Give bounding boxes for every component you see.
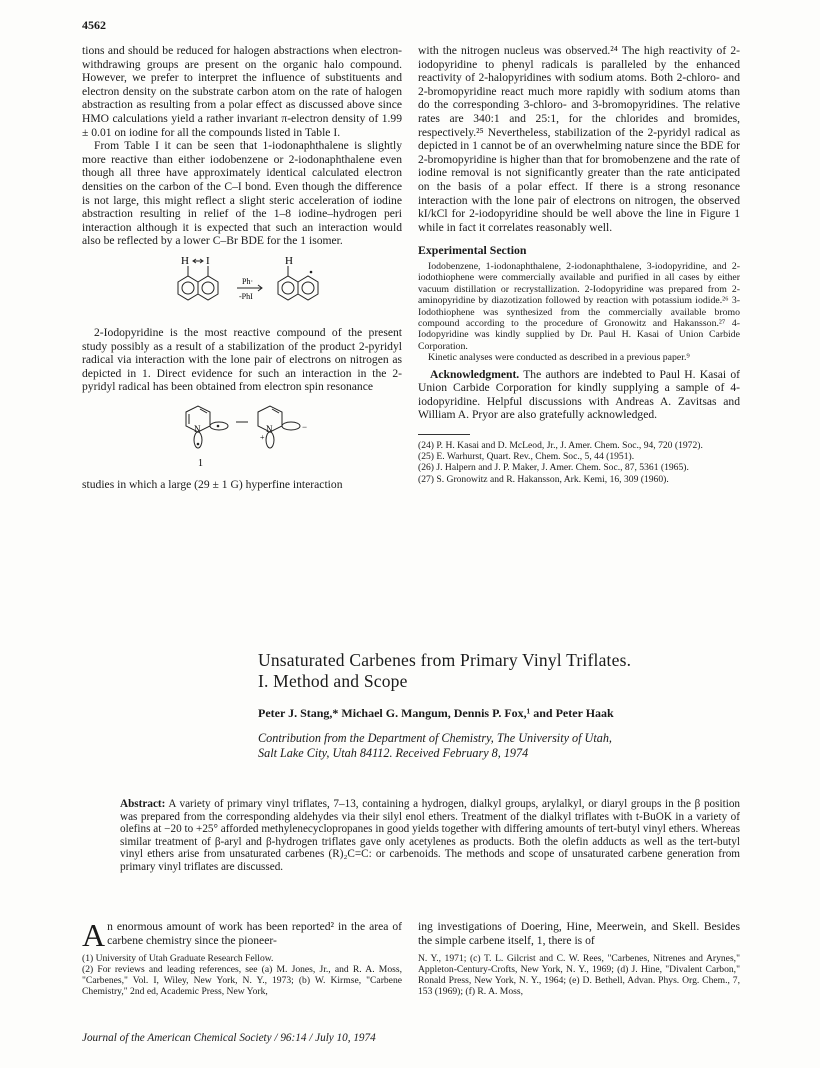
structure-n-label: N [194,423,201,434]
scheme-h-label: H [181,254,189,267]
experimental-section [418,261,740,364]
abstract-label: Abstract: [120,798,166,810]
scheme-byproduct-label: -PhI [239,291,253,301]
structure-number-label: 1 [198,457,203,469]
experimental-heading: Experimental Section [418,243,527,258]
reference-item: (24) P. H. Kasai and D. McLeod, Jr., J. Amer. Chem. Soc., 94, 720 (1972). [418,439,703,451]
reference-item: (27) S. Gronowitz and R. Hakansson, Ark. Kemi, 16, 309 (1960). [418,473,669,485]
left-paragraph-3: 2-Iodopyridine is the most reactive compound of the present study possibly as a result of a stabilization of the product 2-pyridyl radical via interaction with the lone pair of electrons on nitrogen as depicted in 1. Direct evidence for such an interaction in the 2-pyridyl radical has been obtained from electron spin resonance [82,325,402,394]
experimental-paragraph-1: Iodobenzene, 1-iodonaphthalene, 2-iodonaphthalene, 3-iodopyridine, and 2-iodothiophene were commercially available and purified in all cases by either vacuum distillation or recrystallization. 2-Iodopyridine was prepared from 2-aminopyridine by diazotization followed by reaction with potassium iodide.²⁶ 3-Iodothiophene was synthesized from the commercially available bromo compound according to the procedure of Gronowitz and Hakansson.²⁷ 4-Iodopyridine was kindly supplied by Dr. Paul H. Kasai of Union Carbide Corporation. [418,260,740,352]
footnote-item: (1) University of Utah Graduate Research Fellow. [82,953,274,965]
article-header [258,650,738,761]
footnote-item: (2) For reviews and leading references, see (a) M. Jones, Jr., and R. A. Moss, "Carbenes," Vol. I, Wiley, New York, N. Y., 1973; (b) W. Kirmse, "Carbene Chemistry," 2nd ed, Academic Press, New York, [82,964,402,998]
left-paragraph-1: tions and should be reduced for halogen abstractions when electron-withdrawing groups are present on the organic halo compound. However, we prefer to interpret the influence of substituents and electron density on the substrate carbon atom on the rate of halogen abstraction as resulting from a polar effect as discussed above since HMO calculations yield a rather invariant π-electron density of 1.99 ± 0.01 on iodine for all the compounds listed in Table I. [82,44,402,139]
article-affiliation-line-2: Salt Lake City, Utah 84112. Received February 8, 1974 [258,746,529,760]
article-body-right-text: ing investigations of Doering, Hine, Meerwein, and Skell. Besides the simple carbene itself, 1, there is of [418,920,740,947]
pyridyl-structure-drawing [82,400,402,472]
left-column [82,44,402,491]
naphthyl-scheme [82,254,402,320]
structure-plus-label: + [260,432,265,442]
footnotes-left [82,953,402,997]
abstract [120,798,740,874]
article-body-left [82,917,402,998]
article-body-left-text: n enormous amount of work has been reported² in the area of carbene chemistry since the pioneer- [107,920,402,947]
references-list [418,440,740,485]
acknowledgment [418,368,740,422]
footnotes-right: N. Y., 1971; (c) T. L. Gilcrist and C. W. Rees, "Carbenes, Nitrenes and Arynes," Appleton-Century-Crofts, New York, N. Y., 1969; (d) J. Hine, "Divalent Carbon," Ronald Press, New York, N. Y., 1964; (e) D. Bethell, Advan. Phys. Org. Chem., 7, 153 (1969); (f) R. A. Moss, [418,953,740,998]
reference-item: (26) J. Halpern and J. P. Maker, J. Amer. Chem. Soc., 87, 5361 (1965). [418,462,689,474]
acknowledgment-text: The authors are indebted to Paul H. Kasai of Union Carbide Corporation for kindly supplying a sample of 4-iodopyridine. Helpful discussions with Andreas A. Zavitsas and William A. Pryor are also gratefully acknowledged. [418,367,740,422]
article-body-right [418,920,740,998]
scheme-h2-label: H [285,254,293,267]
article-title-line-1: Unsaturated Carbenes from Primary Vinyl Triflates. [258,650,632,670]
journal-footer: Journal of the American Chemical Society / 96:14 / July 10, 1974 [82,1032,376,1044]
scheme-reagent-label: Ph· [242,276,254,286]
page-number: 4562 [82,18,106,32]
drop-cap: A [82,917,106,953]
left-paragraph-4: studies in which a large (29 ± 1 G) hyperfine interaction [82,477,343,491]
pyridyl-structure-1 [82,400,402,472]
article-affiliation-line-1: Contribution from the Department of Chemistry, The University of Utah, [258,731,612,745]
acknowledgment-heading: Acknowledgment. [430,367,520,381]
scheme-i-label: I [206,254,210,267]
naphthyl-scheme-drawing [82,254,402,320]
abstract-text: A variety of primary vinyl triflates, 7–13, containing a hydrogen, dialkyl groups, arylalkyl, or diaryl groups in the β position was prepared from the corresponding aldehydes via their silyl enol ethers. Treatment of the dialkyl triflates with t-BuOK in a variety of olefins at −20 to +25° afforded methylenecyclopropanes in good yields together with differing amounts of tert-butyl vinyl ethers. Whereas similar treatment of β-aryl and β-hydrogen triflates gave only acetylenes as products. Both the olefin adducts as well as the tert-butyl vinyl ethers arise from unsaturated carbenes (R)₂C=C: or carbenoids. The methods and scope of unsaturated carbene generation from primary vinyl triflates are discussed. [120,798,741,873]
structure-minus-label: − [302,421,308,432]
left-paragraph-2: From Table I it can be seen that 1-iodonaphthalene is slightly more reactive than either iodobenzene or 2-iodonaphthalene even though all three have approximately identical calculated electron densities on the carbon of the C–I bond. Even though the difference is not large, this might reflect a slight steric acceleration of iodine abstraction resulting in relief of the 1–8 iodine–hydrogen peri interaction although it is expected that such an interaction would also be reflected by a lower C–Br BDE for the 1 isomer. [82,139,402,248]
structure-n2-label: N [266,423,273,434]
right-column [418,44,740,485]
reference-item: (25) E. Warhurst, Quart. Rev., Chem. Soc., 5, 44 (1951). [418,451,635,463]
article-authors: Peter J. Stang,* Michael G. Mangum, Dennis P. Fox,¹ and Peter Haak [258,706,614,720]
article-title-line-2: I. Method and Scope [258,671,408,691]
references-rule [418,434,470,435]
experimental-paragraph-2: Kinetic analyses were conducted as described in a previous paper.⁹ [428,352,690,364]
right-paragraph-1: with the nitrogen nucleus was observed.²⁴ The high reactivity of 2-iodopyridine to phenyl radicals is paralleled by the enhanced reactivity of 2-halopyridines with sodium atoms. Both 2-chloro- and 2-bromopyridine react much more rapidly with sodium atoms than do the corresponding 3-chloro- and 3-bromopyridines. The relative rates are 340:1 and 25:1, for the chlorides and bromides, respectively.²⁵ Nevertheless, stabilization of the 2-pyridyl radical as depicted in 1 cannot be of an overwhelming nature since the BDE for 2-bromopyridine is higher than that for bromobenzene and the rate of iodine removal is not significantly greater than the rate anticipated on the basis of a polar effect. If there is a strong resonance interaction with the lone pair of electrons on nitrogen, the observed kI/kCl for 2-iodopyridine should be well above the line in Figure 1 while in fact it correlates reasonably well. [418,44,740,234]
